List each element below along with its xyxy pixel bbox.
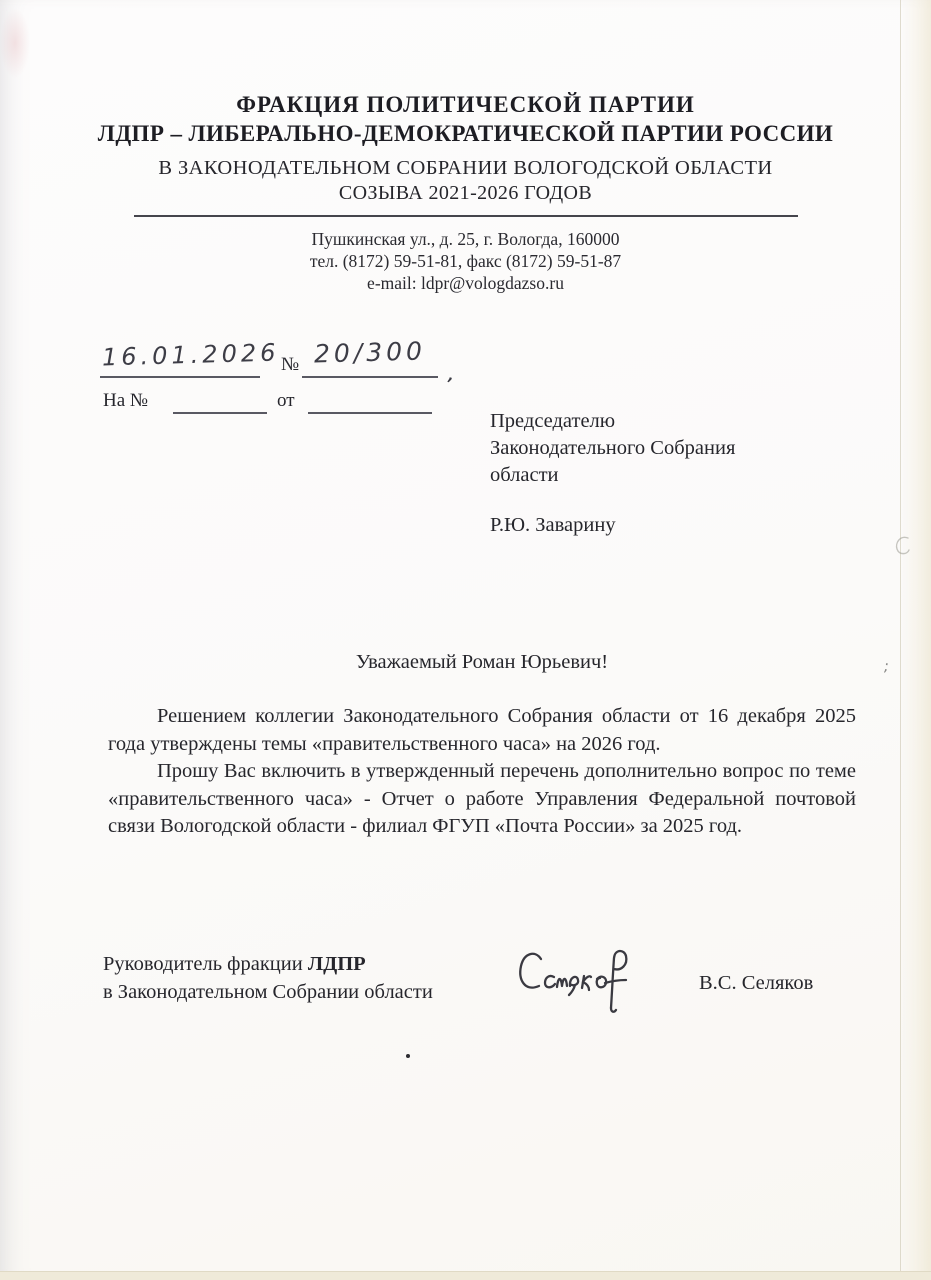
- signer-faction: ЛДПР: [307, 953, 366, 975]
- letterhead-divider: [134, 215, 798, 217]
- recipient-block: [490, 408, 735, 539]
- body-paragraph-2: Прошу Вас включить в утвержденный перечень дополнительно вопрос по теме «правительственного часа» - Отчет о работе Управления Федеральной почтовой связи Вологодской области - филиал ФГУП «Почта России» за 2025 год.: [108, 760, 856, 838]
- faction-title-line1: ФРАКЦИЯ ПОЛИТИЧЕСКОЙ ПАРТИИ: [236, 92, 695, 117]
- faction-title-line2: ЛДПР – ЛИБЕРАЛЬНО-ДЕМОКРАТИЧЕСКОЙ ПАРТИИ РОССИИ: [97, 121, 834, 146]
- incoming-from-label: от: [277, 390, 295, 411]
- recipient-line2: Законодательного Собрания: [490, 437, 736, 459]
- incoming-reference-row: [103, 386, 463, 412]
- signer-name: В.С. Селяков: [699, 972, 814, 994]
- reference-block: [100, 330, 500, 430]
- date-write-line: [100, 332, 280, 378]
- faction-subtitle-line1: В ЗАКОНОДАТЕЛЬНОМ СОБРАНИИ ВОЛОГОДСКОЙ ОБЛАСТИ: [158, 157, 773, 179]
- recipient-name: Р.Ю. Заварину: [490, 514, 616, 536]
- salutation: Уважаемый Роман Юрьевич!: [355, 651, 609, 673]
- body-paragraph-1: Решением коллегии Законодательного Собрания области от 16 декабря 2025 года утверждены темы «правительственного часа» на 2026 год.: [108, 705, 856, 755]
- recipient-line1: Председателю: [490, 410, 616, 432]
- signer-title-prefix: Руководитель фракции: [103, 953, 308, 975]
- letterhead-phone: тел. (8172) 59-51-81, факс (8172) 59-51-87: [309, 251, 622, 271]
- incoming-number-blank: [173, 386, 267, 414]
- letterhead-email: e-mail: ldpr@vologdazso.ru: [367, 273, 564, 293]
- ink-dot-mark: [406, 1054, 410, 1058]
- letterhead-address: Пушкинская ул., д. 25, г. Вологда, 160000: [311, 229, 620, 249]
- incoming-number-label: На №: [103, 390, 149, 411]
- letterhead: [58, 90, 873, 294]
- number-sign-label: №: [281, 354, 300, 375]
- paper-edge: [900, 0, 931, 1280]
- signer-title-line2: в Законодательном Собрании области: [103, 980, 433, 1003]
- pencil-mark: [893, 534, 913, 558]
- faction-subtitle-line2: СОЗЫВА 2021-2026 ГОДОВ: [338, 182, 593, 204]
- scan-smudge: [0, 8, 30, 78]
- speck-mark: ;: [882, 656, 891, 676]
- pen-mark: ’: [440, 373, 455, 400]
- letter-body: [108, 703, 856, 841]
- scan-bottom-edge: [0, 1271, 931, 1280]
- incoming-date-blank: [308, 386, 432, 414]
- recipient-line3: области: [490, 464, 559, 486]
- handwritten-date: 16.01.2026: [101, 338, 280, 372]
- number-write-line: [302, 332, 438, 378]
- handwritten-number: 20/300: [313, 336, 427, 369]
- handwritten-signature: [497, 944, 647, 1036]
- signer-title: [103, 951, 433, 1006]
